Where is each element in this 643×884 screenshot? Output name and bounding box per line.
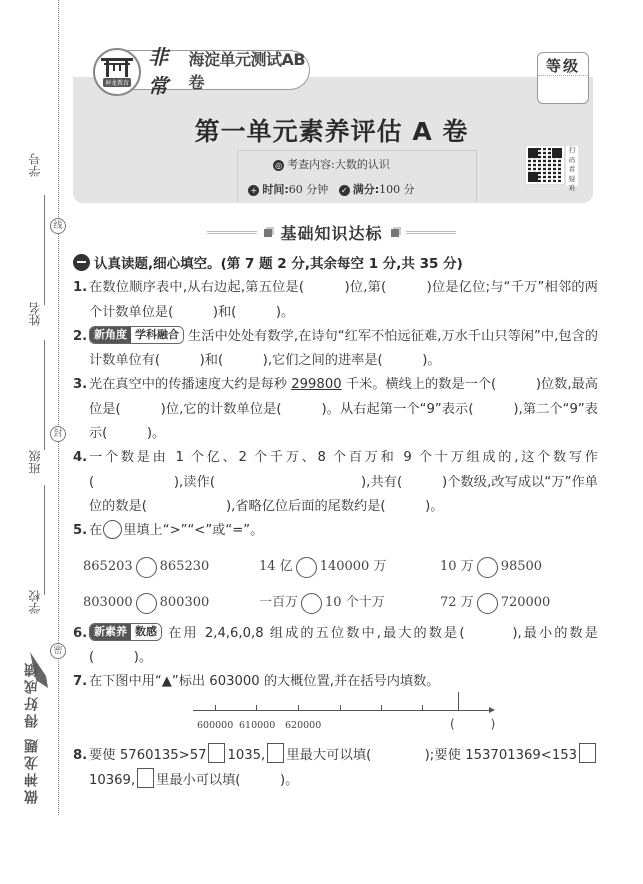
question-6 (73, 622, 598, 671)
question-number: 8. (73, 748, 88, 764)
qr-code[interactable] (526, 146, 564, 184)
circle-icon (103, 520, 122, 539)
number-line[interactable] (73, 698, 598, 744)
question-8 (73, 744, 598, 793)
question-number: 3. (73, 377, 88, 393)
question-number: 2. (73, 328, 88, 344)
question-5 (73, 519, 598, 543)
time-label: 时间: (262, 183, 289, 196)
cmp-right: 10 个十万 (325, 595, 385, 611)
section-banner (0, 221, 643, 244)
class-line[interactable] (44, 485, 45, 595)
answer-circle[interactable] (477, 593, 498, 614)
question-text: 生活中处处有数学,在诗句“红军不怕远征难,万水千山只等闲”中,包含的计数单位有( )和( ),它们之间的进率是( )。 (89, 328, 598, 369)
class-label: 班级 (28, 450, 42, 474)
part-one-icon (73, 254, 90, 271)
banner-line-right (406, 231, 456, 234)
grade-separator (538, 75, 588, 76)
score-value: 100 分 (379, 183, 415, 196)
cmp-left: 10 万 (440, 559, 474, 575)
comparison-item (259, 586, 440, 622)
answer-circle[interactable] (296, 557, 317, 578)
target-marker (458, 692, 459, 710)
question-text: 在下图中用“▲”标出 603000 的大概位置,并在括号内填数。 (89, 674, 440, 690)
question-2 (73, 325, 598, 374)
cmp-right: 865230 (159, 559, 210, 575)
tick (422, 705, 423, 710)
svg-text:神龙教育: 神龙教育 (104, 80, 130, 87)
question-number: 4. (73, 450, 88, 466)
box-icon (137, 768, 154, 788)
student-name-line[interactable] (44, 340, 45, 450)
question-text: 里填上“>”“<”或“=”。 (123, 523, 264, 539)
number-line-axis (193, 710, 493, 711)
time-value: 60 分钟 (288, 183, 329, 196)
seal-xian: 线 (50, 218, 66, 234)
question-number: 1. (73, 280, 88, 296)
comparison-item (83, 550, 259, 586)
seal-mi: 密 (50, 643, 66, 659)
tag-new-angle: 新角度 (90, 327, 131, 343)
score-label: 满分: (352, 183, 380, 196)
slogan: 做神龙题 得好成绩 (24, 660, 40, 804)
underlined-number: 299800 (291, 377, 342, 393)
question-tag (89, 326, 184, 344)
part-heading (73, 252, 598, 276)
content-value: 大数的认识 (334, 158, 390, 171)
banner-square-icon (264, 229, 272, 237)
cmp-left: 865203 (83, 559, 133, 575)
question-text: 千米。横线上的数是一个( )位数,最高位是( )位,它的计数单位是( )。从右起第一个“9”表示( ),第二个“9”表示( )。 (89, 377, 598, 442)
qr-caption: 扫码看疑难 (566, 146, 578, 186)
tick (298, 705, 299, 710)
question-text: 一个数是由 1 个亿、2 个千万、8 个百万和 9 个十万组成的,这个数写作( ),读作( ),共有( )个数级,改写成以“万”作单位的数是( ),省略亿位后面的尾数约是( )。 (89, 450, 598, 514)
comparison-item (440, 586, 600, 622)
box-icon (267, 743, 284, 763)
grade-label: 等级 (545, 57, 580, 75)
brand-series: 海淀单元测试AB卷 (188, 50, 306, 92)
answer-circle[interactable] (301, 593, 322, 614)
tick-label: 600000 (197, 720, 234, 732)
search-icon: ◎ (273, 160, 284, 171)
gate-icon (95, 50, 139, 94)
question-1 (73, 276, 598, 325)
tick (215, 705, 216, 710)
cmp-left: 14 亿 (259, 559, 293, 575)
brand-banner (120, 45, 310, 98)
question-tag (89, 623, 162, 641)
question-number: 6. (73, 625, 88, 641)
banner-square-icon (391, 229, 399, 237)
question-text: 里最大可以填( );要使 153701369<153 (286, 748, 577, 764)
grade-box[interactable] (537, 52, 589, 104)
question-text: 在数位顺序表中,从右边起,第五位是( )位,第( )位是亿位;与“千万”相邻的两个计数单位是( )和( )。 (89, 280, 598, 320)
cmp-right: 720000 (500, 595, 551, 611)
question-text: 在 (89, 523, 103, 539)
question-text: 10369, (89, 772, 136, 788)
question-text: 1035, (227, 748, 266, 764)
page-title: 第一单元素养评估 A 卷 (194, 117, 469, 146)
question-number: 7. (73, 674, 88, 690)
tick (256, 705, 257, 710)
tag-new-literacy: 新素养 (90, 624, 131, 640)
cmp-left: 72 万 (440, 595, 474, 611)
tick (340, 705, 341, 710)
comparison-grid (73, 550, 598, 622)
clock-icon: + (248, 185, 259, 196)
answer-box[interactable] (208, 743, 225, 763)
cmp-right: 800300 (159, 595, 210, 611)
question-7 (73, 670, 598, 694)
answer-circle[interactable] (136, 557, 157, 578)
question-4 (73, 446, 598, 519)
cmp-right: 140000 万 (319, 559, 387, 575)
question-3 (73, 373, 598, 446)
question-content (73, 252, 598, 793)
tick-label: 610000 (239, 720, 276, 732)
question-text: 在用 2,4,6,0,8 组成的五位数中,最大的数是( ),最小的数是( )。 (89, 625, 598, 665)
tick (381, 705, 382, 710)
tag-subject: 学科融合 (131, 327, 183, 343)
brand-script: 非常 (148, 45, 168, 98)
content-label: 考查内容: (287, 158, 335, 171)
question-text: 里最小可以填( )。 (156, 772, 299, 788)
comparison-item (259, 550, 440, 586)
check-icon: ✓ (339, 185, 350, 196)
seal-feng: 封 (50, 426, 66, 442)
tick-label: 620000 (285, 720, 322, 732)
question-text: 光在真空中的传播速度大约是每秒 (89, 377, 292, 393)
cmp-left: 803000 (83, 595, 133, 611)
tag-number-sense: 数感 (131, 624, 161, 640)
question-number: 5. (73, 523, 88, 539)
answer-circle[interactable] (477, 557, 498, 578)
school-label: 学校 (28, 590, 42, 614)
publisher-logo (93, 48, 141, 96)
answer-box[interactable] (579, 743, 596, 763)
student-id-label: 学号 (28, 153, 42, 177)
answer-circle[interactable] (136, 593, 157, 614)
comparison-item (440, 550, 600, 586)
student-name-label: 姓名 (28, 302, 42, 326)
student-id-line[interactable] (44, 195, 45, 305)
cmp-right: 98500 (500, 559, 543, 575)
question-text: 要使 5760135>57 (89, 748, 207, 764)
section-title: 基础知识达标 (280, 224, 383, 243)
cmp-left: 一百万 (259, 595, 299, 611)
banner-line-left (207, 231, 257, 234)
part-heading-text: 认真读题,细心填空。(第 7 题 2 分,其余每空 1 分,共 35 分) (94, 256, 463, 272)
comparison-item (83, 586, 259, 622)
answer-blank[interactable]: ( ) (450, 717, 496, 732)
